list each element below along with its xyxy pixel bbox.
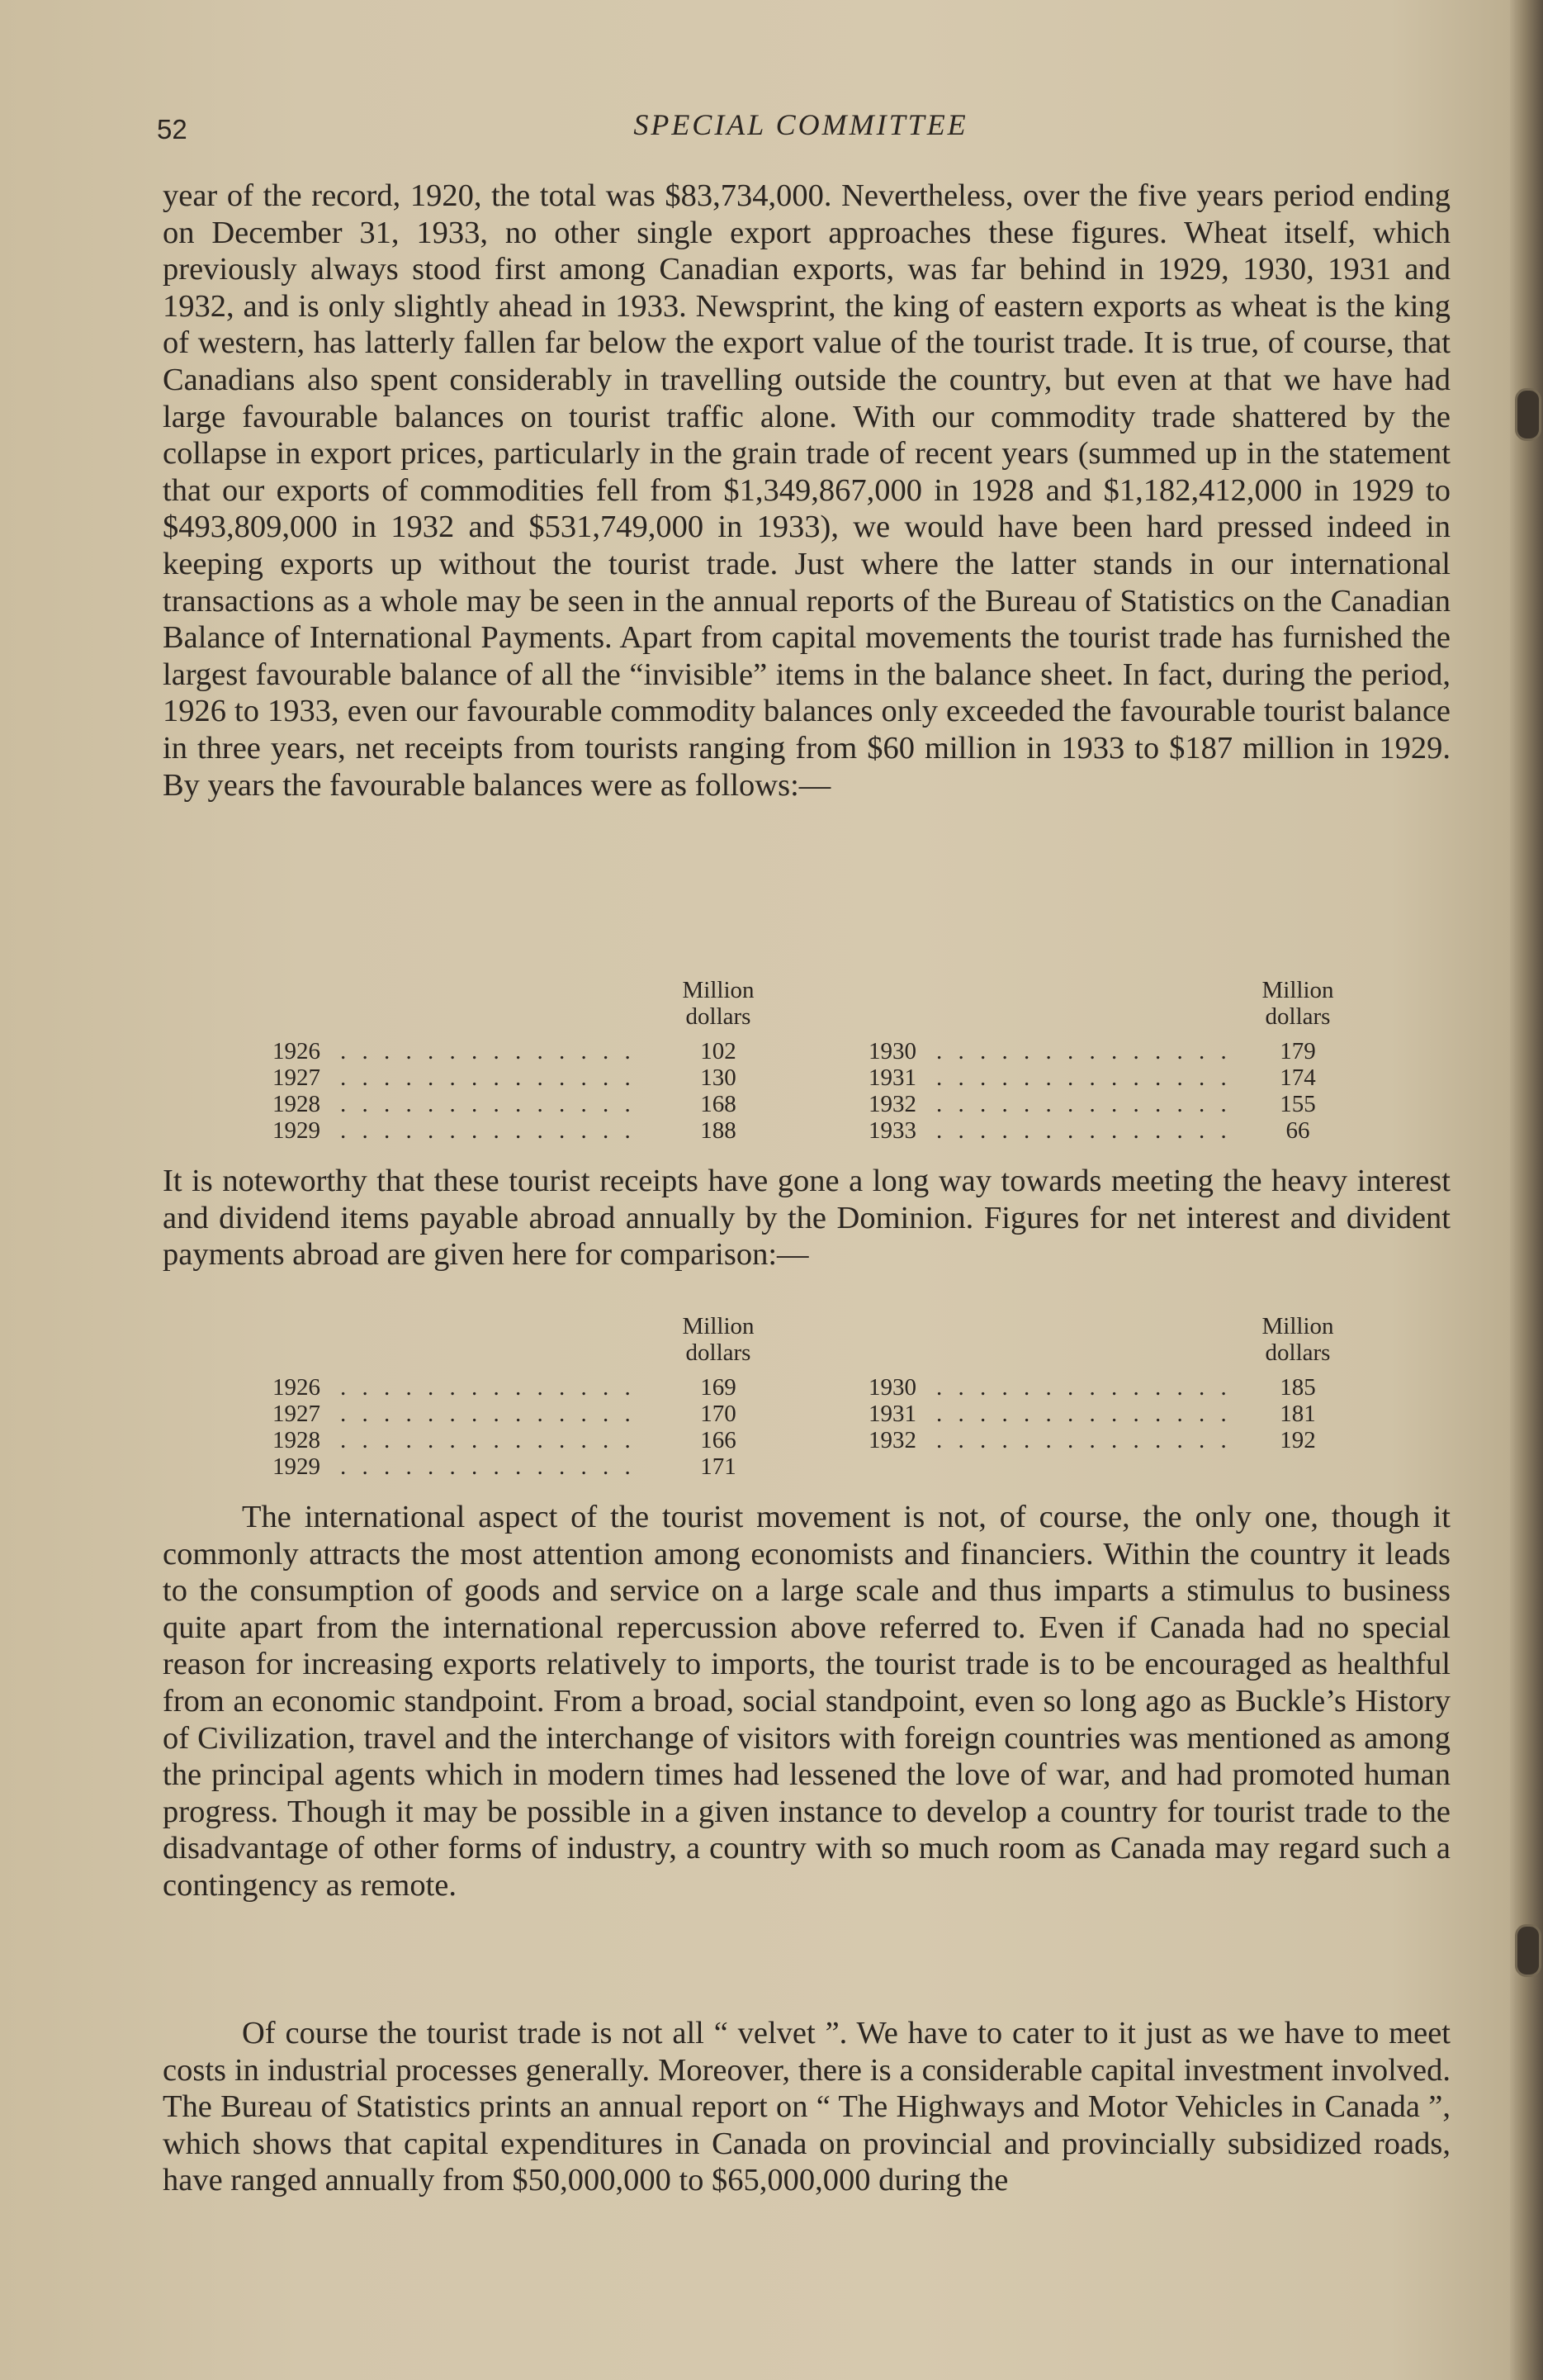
- row-year: 1933: [869, 1117, 916, 1144]
- row-value: 66: [1285, 1117, 1310, 1144]
- row-year: 1930: [869, 1038, 916, 1064]
- dot-leader: . . . . . . . . . . . . . .: [340, 1091, 636, 1117]
- row-year: 1932: [869, 1427, 916, 1453]
- unit-header: Million dollars: [682, 977, 755, 1030]
- row-value: 179: [1280, 1038, 1316, 1064]
- table-column-right: [869, 1313, 1380, 1486]
- dot-leader: . . . . . . . . . . . . . .: [340, 1117, 636, 1144]
- binding-hole: [1515, 1924, 1541, 1977]
- page-header: [157, 107, 1445, 157]
- row-year: 1931: [869, 1064, 916, 1091]
- dot-leader: . . . . . . . . . . . . . .: [340, 1401, 636, 1427]
- binding-hole: [1515, 388, 1541, 441]
- table-row: [869, 1064, 1380, 1091]
- row-year: 1928: [272, 1091, 320, 1117]
- row-value: 155: [1280, 1091, 1316, 1117]
- row-year: 1927: [272, 1064, 320, 1091]
- row-value: 166: [700, 1427, 736, 1453]
- dot-leader: . . . . . . . . . . . . . .: [936, 1091, 1232, 1117]
- row-value: 192: [1280, 1427, 1316, 1453]
- row-year: 1926: [272, 1374, 320, 1401]
- unit-header: Million dollars: [1261, 1313, 1334, 1366]
- row-value: 168: [700, 1091, 736, 1117]
- table-row: [272, 1117, 784, 1144]
- paragraph-international-aspect: The international aspect of the tourist movement is not, of course, the only one, though it commonly attracts the most attention among economists and financiers. Within the country it leads to the consumption of goods and service on a large scale and thus imparts a stimulus to business quite apart from the international repercussion above referred to. Even if Canada had no special reason for increasing exports relatively to imports, the tourist trade is to be encouraged as healthful from an economic standpoint. From a broad, social standpoint, even so long ago as Buckle’s History of Civilization, travel and the interchange of visitors with foreign countries was mentioned as among the principal agents which in modern times had lessened the love of war, and had promoted human progress. Though it may be possible in a given instance to develop a country for tourist trade to the disadvantage of other forms of industry, a country with so much room as Canada may regard such a contingency as remote.: [163, 1500, 1451, 1903]
- dot-leader: . . . . . . . . . . . . . .: [936, 1117, 1232, 1144]
- row-year: 1932: [869, 1091, 916, 1117]
- table-row: [272, 1038, 784, 1064]
- table-row: [272, 1374, 784, 1401]
- table-row: [272, 1091, 784, 1117]
- running-title: SPECIAL COMMITTEE: [633, 108, 968, 141]
- row-year: 1929: [272, 1117, 320, 1144]
- row-value: 170: [700, 1401, 736, 1427]
- dot-leader: . . . . . . . . . . . . . .: [936, 1374, 1232, 1401]
- unit-header: Million dollars: [1261, 977, 1334, 1030]
- row-value: 171: [700, 1453, 736, 1480]
- table-row: [869, 1427, 1380, 1453]
- table-row: [272, 1401, 784, 1427]
- interest-payments-table: [272, 1313, 1362, 1486]
- row-year: 1926: [272, 1038, 320, 1064]
- dot-leader: . . . . . . . . . . . . . .: [340, 1064, 636, 1091]
- paragraph-interest-payments: It is noteworthy that these tourist receipts have gone a long way towards meeting the heavy interest and dividend items payable abroad annually by the Dominion. Figures for net interest and divident payments abroad are given here for comparison:—: [163, 1164, 1451, 1273]
- page-edge-shadow: [1510, 0, 1543, 2380]
- table-row: [272, 1453, 784, 1480]
- table-row: [272, 1427, 784, 1453]
- table-column-right: [869, 977, 1380, 1150]
- paragraph-velvet: Of course the tourist trade is not all “ velvet ”. We have to cater to it just as we have to meet costs in industrial processes generally. Moreover, there is a considerable capital investment involved. The Bureau of Statistics prints an annual report on “ The Highways and Motor Vehicles in Canada ”, which shows that capital expenditures in Canada on provincial and provincially subsidized roads, have ranged annually from $50,000,000 to $65,000,000 during the: [163, 2016, 1451, 2198]
- dot-leader: . . . . . . . . . . . . . .: [936, 1401, 1232, 1427]
- dot-leader: . . . . . . . . . . . . . .: [340, 1038, 636, 1064]
- table-row: [869, 1091, 1380, 1117]
- row-value: 174: [1280, 1064, 1316, 1091]
- row-year: 1929: [272, 1453, 320, 1480]
- table-row: [272, 1064, 784, 1091]
- row-value: 188: [700, 1117, 736, 1144]
- paragraph-tourist-exports: year of the record, 1920, the total was $83,734,000. Nevertheless, over the five years period ending on December 31, 1933, no other single export approaches these figures. Wheat itself, which previously always stood first among Canadian exports, was far behind in 1929, 1930, 1931 and 1932, and is only slightly ahead in 1933. Newsprint, the king of eastern exports as wheat is the king of western, has latterly fallen far below the export value of the tourist trade. It is true, of course, that Canadians also spent considerably in travelling outside the country, but even at that we have had large favourable balances on tourist traffic alone. With our commodity trade shattered by the collapse in export prices, particularly in the grain trade of recent years (summed up in the statement that our exports of commodities fell from $1,349,867,000 in 1928 and $1,182,412,000 in 1929 to $493,809,000 in 1932 and $531,749,000 in 1933), we would have been hard pressed indeed in keeping exports up without the tourist trade. Just where the latter stands in our international transactions as a whole may be seen in the annual reports of the Bureau of Statistics on the Canadian Balance of International Payments. Apart from capital movements the tourist trade has furnished the largest favourable balance of all the “invisible” items in the balance sheet. In fact, during the period, 1926 to 1933, even our favourable commodity balances only exceeded the favourable tourist balance in three years, net receipts from tourists ranging from $60 million in 1933 to $187 million in 1929. By years the favourable balances were as follows:—: [163, 178, 1451, 803]
- table-column-left: [272, 977, 784, 1150]
- table-row: [869, 1117, 1380, 1144]
- row-value: 181: [1280, 1401, 1316, 1427]
- row-value: 169: [700, 1374, 736, 1401]
- unit-header: Million dollars: [682, 1313, 755, 1366]
- page-number: 52: [157, 114, 187, 145]
- dot-leader: . . . . . . . . . . . . . .: [340, 1374, 636, 1401]
- tourist-balances-table: [272, 977, 1362, 1150]
- row-year: 1930: [869, 1374, 916, 1401]
- table-row: [869, 1374, 1380, 1401]
- row-value: 102: [700, 1038, 736, 1064]
- dot-leader: . . . . . . . . . . . . . .: [936, 1064, 1232, 1091]
- row-year: 1931: [869, 1401, 916, 1427]
- dot-leader: . . . . . . . . . . . . . .: [340, 1427, 636, 1453]
- table-row: [869, 1401, 1380, 1427]
- row-value: 185: [1280, 1374, 1316, 1401]
- table-column-left: [272, 1313, 784, 1486]
- row-value: 130: [700, 1064, 736, 1091]
- dot-leader: . . . . . . . . . . . . . .: [936, 1427, 1232, 1453]
- row-year: 1927: [272, 1401, 320, 1427]
- table-row: [869, 1038, 1380, 1064]
- dot-leader: . . . . . . . . . . . . . .: [936, 1038, 1232, 1064]
- dot-leader: . . . . . . . . . . . . . .: [340, 1453, 636, 1480]
- row-year: 1928: [272, 1427, 320, 1453]
